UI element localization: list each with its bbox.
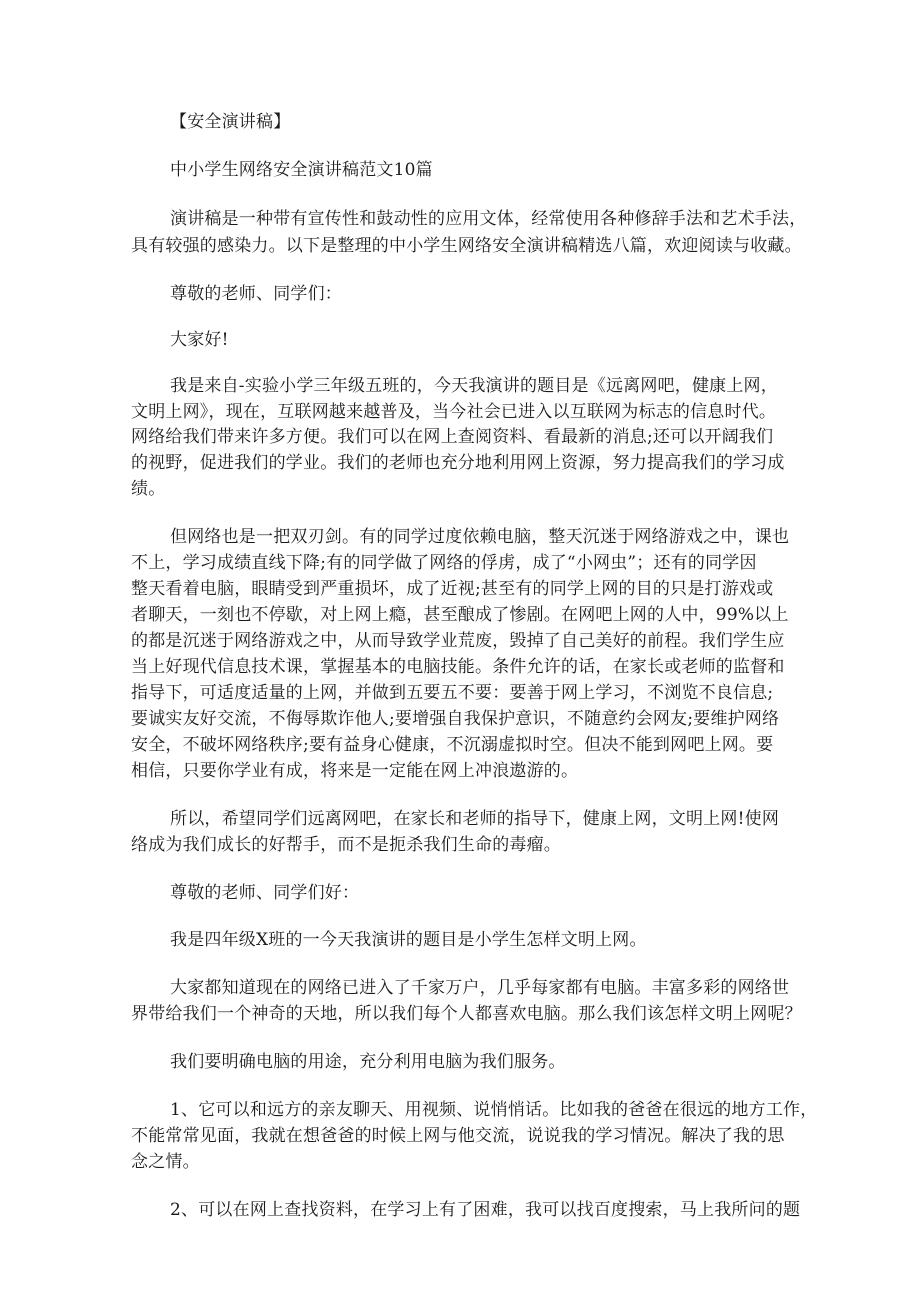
- text-line: 具有较强的感染力。以下是整理的中小学生网络安全演讲稿精选八篇，欢迎阅读与收藏。: [131, 236, 802, 256]
- text-line: 但网络也是一把双刃剑。有的同学过度依赖电脑，整天沉迷于网络游戏之中，课也: [170, 527, 790, 547]
- text-line: 的都是沉迷于网络游戏之中，从而导致学业荒废，毁掉了自己美好的前程。我们学生应: [131, 631, 785, 651]
- salutation: 尊敬的老师、同学们好：: [170, 883, 360, 903]
- text-line: 网络给我们带来许多方便。我们可以在网上查阅资料、看最新的消息;还可以开阔我们: [131, 427, 774, 447]
- text-line: 相信，只要你学业有成，将来是一定能在网上冲浪遨游的。: [131, 761, 579, 781]
- text-line: 安全，不破坏网络秩序;要有益身心健康，不沉溺虚拟时空。但决不能到网吧上网。要: [131, 735, 774, 755]
- text-line: 要诚实友好交流，不侮辱欺诈他人;要增强自我保护意识，不随意约会网友;要维护网络: [131, 709, 780, 729]
- text-line: 念之情。: [131, 1152, 200, 1172]
- text-line: 不能常常见面，我就在想爸爸的时候上网与他交流，说说我的学习情况。解决了我的思: [131, 1126, 785, 1146]
- text-line: 我是四年级X班的一今天我演讲的题目是小学生怎样文明上网。: [170, 930, 647, 950]
- list-item: 2、可以在网上查找资料，在学习上有了困难，我可以找百度搜索，马上我所问的题: [170, 1200, 801, 1220]
- text-line: 大家都知道现在的网络已进入了千家万户，几乎每家都有电脑。丰富多彩的网络世: [170, 978, 790, 998]
- text-line: 不上，学习成绩直线下降;有的同学做了网络的俘虏，成了“小网虫”；还有的同学因: [131, 553, 757, 573]
- greeting: 大家好!: [170, 330, 229, 350]
- header-tag: 【安全演讲稿】: [170, 112, 291, 132]
- text-line: 演讲稿是一种带有宣传性和鼓动性的应用文体，经常使用各种修辞手法和艺术手法，: [170, 209, 807, 229]
- text-line: 文明上网》，现在，互联网越来越普及，当今社会已进入以互联网为标志的信息时代。: [131, 402, 777, 422]
- text-line: 指导下，可适度适量的上网，并做到五要五不要：要善于网上学习，不浏览不良信息;: [131, 683, 774, 703]
- text-line: 者聊天，一刻也不停歇，对上网上瘾，甚至酿成了惨剧。在网吧上网的人中，99%以上: [131, 605, 789, 625]
- text-line: 络成为我们成长的好帮手，而不是扼杀我们生命的毒瘤。: [131, 835, 561, 855]
- text-line: 的视野，促进我们的学业。我们的老师也充分地利用网上资源，努力提高我们的学习成: [131, 453, 785, 473]
- text-line: 整天看着电脑，眼睛受到严重损坏，成了近视;甚至有的同学上网的目的只是打游戏或: [131, 579, 774, 599]
- text-line: 我是来自-实验小学三年级五班的，今天我演讲的题目是《远离网吧，健康上网，: [170, 376, 778, 396]
- document-title: 中小学生网络安全演讲稿范文10篇: [170, 160, 433, 180]
- text-line: 当上好现代信息技术课，掌握基本的电脑技能。条件允许的话，在家长或老师的监督和: [131, 657, 785, 677]
- text-line: 我们要明确电脑的用途，充分利用电脑为我们服务。: [170, 1052, 566, 1072]
- text-line: 所以，希望同学们远离网吧，在家长和老师的指导下，健康上网，文明上网!使网: [170, 809, 780, 829]
- text-line: 界带给我们一个神奇的天地，所以我们每个人都喜欢电脑。那么我们该怎样文明上网呢？: [131, 1004, 802, 1024]
- salutation: 尊敬的老师、同学们：: [170, 284, 342, 304]
- list-item: 1、它可以和远方的亲友聊天、用视频、说悄悄话。比如我的爸爸在很远的地方工作，: [170, 1100, 818, 1120]
- text-line: 绩。: [131, 479, 166, 499]
